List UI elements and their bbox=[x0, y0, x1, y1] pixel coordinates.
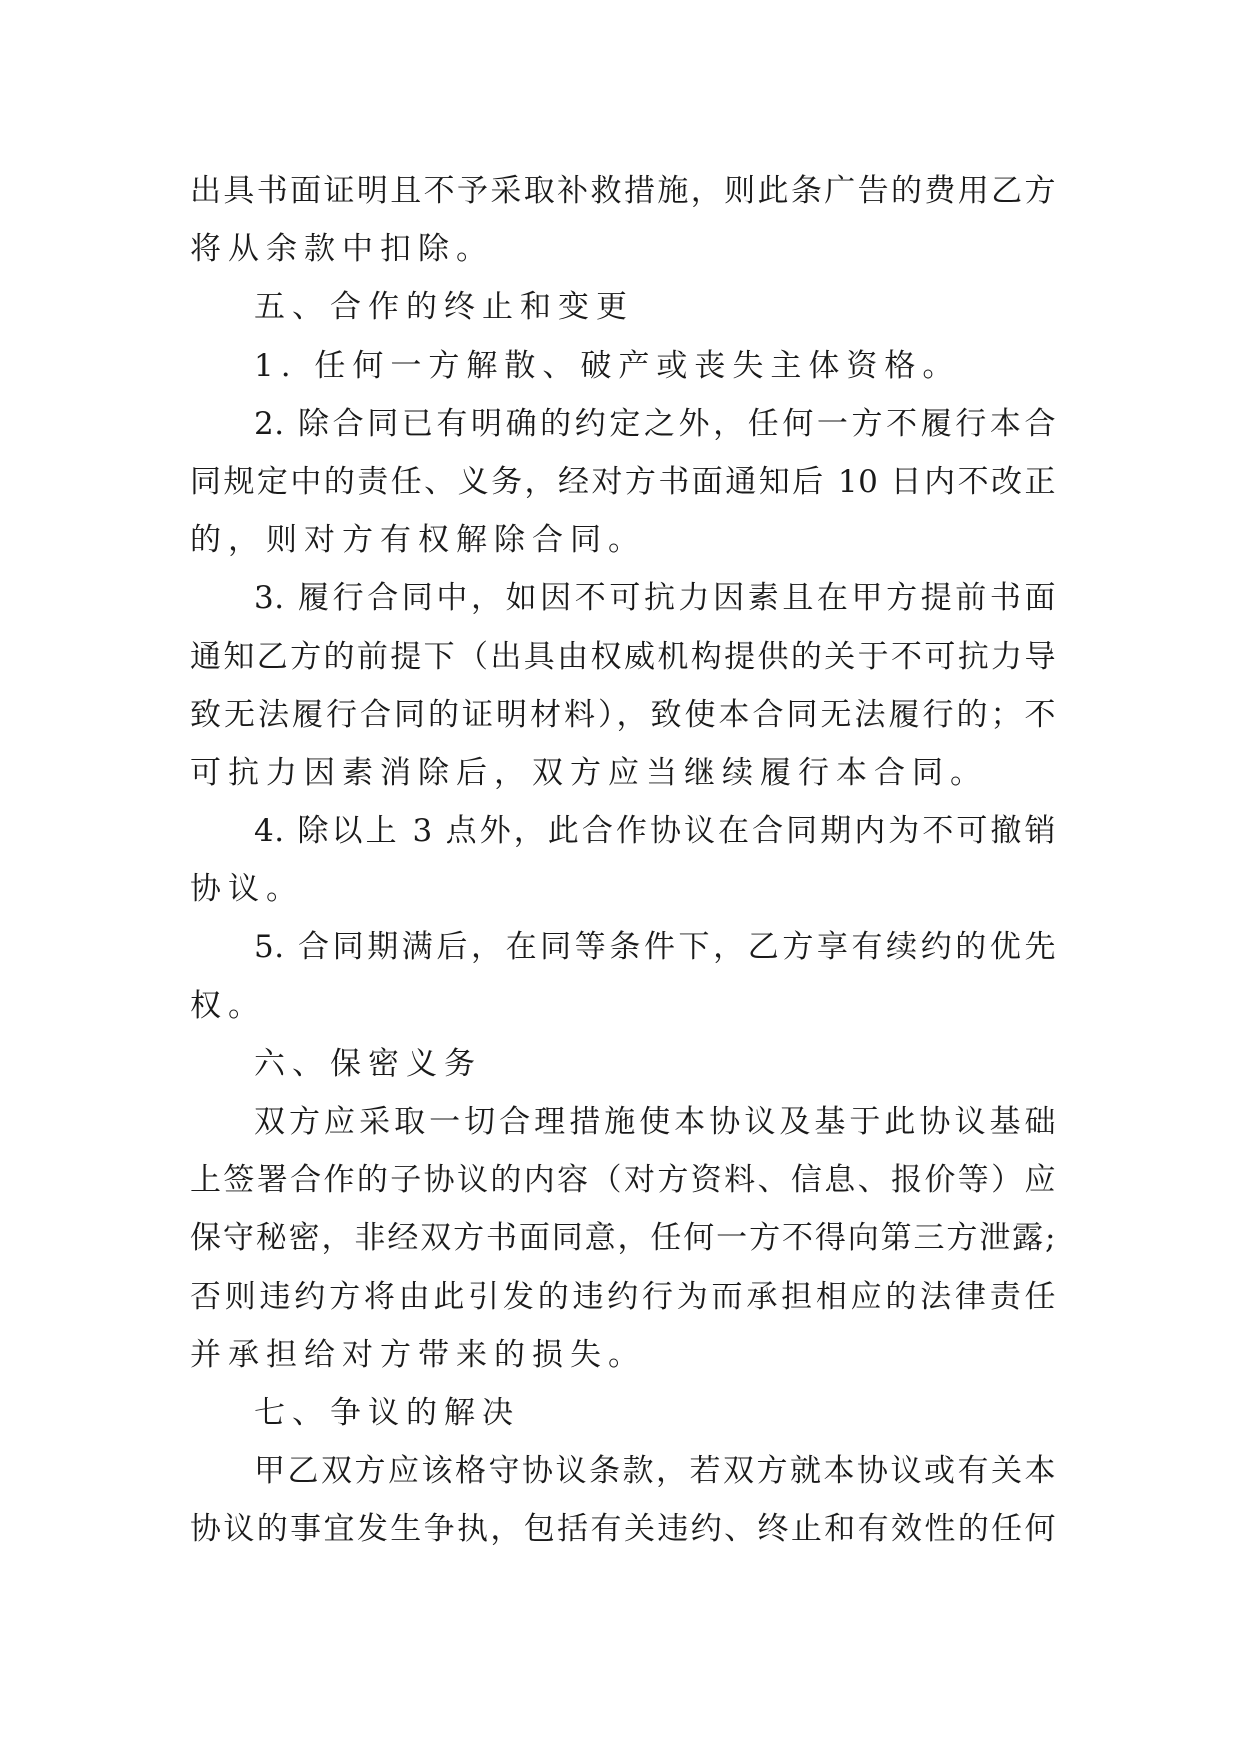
body-line: 保守秘密，非经双方书面同意，任何一方不得向第三方泄露; bbox=[190, 1220, 1056, 1257]
section-heading: 六、保密义务 bbox=[254, 1045, 482, 1082]
clause-line: 5. 合同期满后，在同等条件下，乙方享有续约的优先 bbox=[254, 929, 1056, 966]
paragraph-line: 双方应采取一切合理措施使本协议及基于此协议基础 bbox=[254, 1104, 1056, 1140]
body-line: 协议的事宜发生争执，包括有关违约、终止和有效性的任何 bbox=[190, 1511, 1056, 1548]
clause-line: 3. 履行合同中，如因不可抗力因素且在甲方提前书面 bbox=[254, 580, 1056, 617]
body-line: 协议。 bbox=[190, 871, 304, 908]
body-line: 可抗力因素消除后，双方应当继续履行本合同。 bbox=[190, 754, 988, 791]
body-line: 权。 bbox=[190, 987, 266, 1024]
body-line: 出具书面证明且不予采取补救措施，则此条广告的费用乙方 bbox=[190, 173, 1056, 209]
clause-line: 2. 除合同已有明确的约定之外，任何一方不履行本合 bbox=[254, 405, 1056, 442]
section-heading: 七、争议的解决 bbox=[254, 1394, 520, 1431]
body-line: 否则违约方将由此引发的违约行为而承担相应的法律责任 bbox=[190, 1278, 1056, 1315]
section-heading: 五、合作的终止和变更 bbox=[254, 289, 634, 326]
body-line: 通知乙方的前提下（出具由权威机构提供的关于不可抗力导 bbox=[190, 638, 1056, 675]
document-page bbox=[190, 162, 1056, 1559]
paragraph-line: 甲乙双方应该格守协议条款，若双方就本协议或有关本 bbox=[254, 1453, 1056, 1490]
body-line: 并承担给对方带来的损失。 bbox=[190, 1336, 646, 1373]
body-line: 同规定中的责任、义务，经对方书面通知后 10 日内不改正 bbox=[190, 463, 1056, 500]
clause-line: 1. 任何一方解散、破产或丧失主体资格。 bbox=[254, 347, 961, 384]
clause-line: 4. 除以上 3 点外，此合作协议在合同期内为不可撤销 bbox=[254, 813, 1056, 850]
body-line: 上签署合作的子协议的内容（对方资料、信息、报价等）应 bbox=[190, 1162, 1056, 1199]
body-line: 致无法履行合同的证明材料），致使本合同无法履行的；不 bbox=[190, 696, 1056, 733]
body-line: 将从余款中扣除。 bbox=[190, 231, 494, 268]
body-line: 的，则对方有权解除合同。 bbox=[190, 522, 646, 559]
